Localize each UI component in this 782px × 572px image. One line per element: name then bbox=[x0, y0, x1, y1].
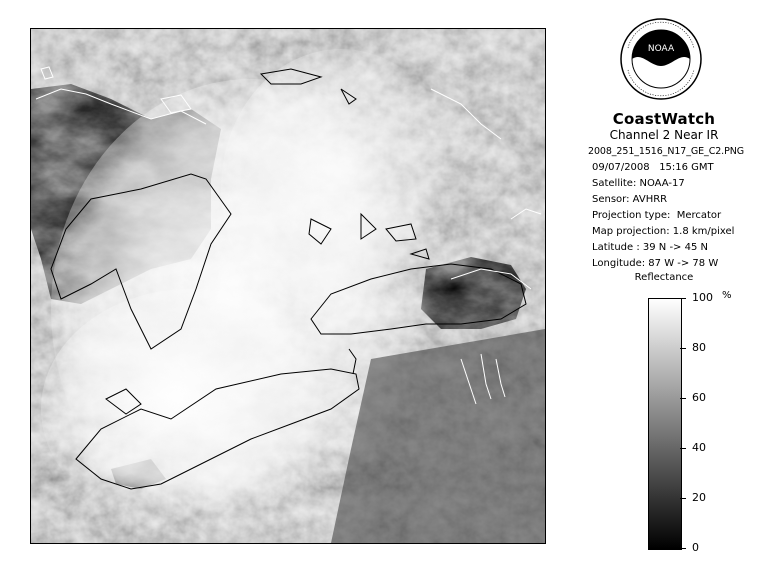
latitude-label: Latitude : 39 N -> 45 N bbox=[592, 242, 708, 253]
satellite-image bbox=[30, 28, 546, 544]
colorbar-title: Reflectance bbox=[634, 272, 694, 283]
date-value: 09/07/2008 bbox=[592, 162, 650, 173]
colorbar bbox=[648, 298, 682, 550]
satellite-label: Satellite: NOAA-17 bbox=[592, 178, 685, 189]
brand-title: CoastWatch bbox=[612, 110, 716, 128]
colorbar-tick bbox=[680, 298, 686, 299]
colorbar-label: 20 bbox=[692, 491, 706, 504]
map-projection-label: Map projection: 1.8 km/pixel bbox=[592, 226, 735, 237]
colorbar-unit: % bbox=[722, 290, 732, 301]
projection-label: Projection type: Mercator bbox=[592, 210, 722, 221]
colorbar-tick bbox=[680, 498, 686, 499]
colorbar-label: 40 bbox=[692, 441, 706, 454]
longitude-label: Longitude: 87 W -> 78 W bbox=[592, 258, 719, 269]
colorbar-label: 80 bbox=[692, 341, 706, 354]
colorbar-tick bbox=[680, 398, 686, 399]
satellite-map-svg bbox=[31, 29, 545, 543]
colorbar-tick bbox=[680, 348, 686, 349]
logo-text: NOAA bbox=[647, 44, 675, 54]
colorbar-tick bbox=[680, 548, 686, 549]
colorbar-tick bbox=[680, 448, 686, 449]
noaa-logo bbox=[620, 18, 702, 100]
datetime bbox=[592, 162, 714, 173]
sensor-label: Sensor: AVHRR bbox=[592, 194, 668, 205]
colorbar-label: 0 bbox=[692, 541, 699, 554]
channel-label: Channel 2 Near IR bbox=[609, 128, 719, 142]
time-value: 15:16 GMT bbox=[659, 162, 714, 173]
colorbar-label: 100 bbox=[692, 291, 713, 304]
colorbar-label: 60 bbox=[692, 391, 706, 404]
filename-label: 2008_251_1516_N17_GE_C2.PNG bbox=[588, 146, 744, 157]
